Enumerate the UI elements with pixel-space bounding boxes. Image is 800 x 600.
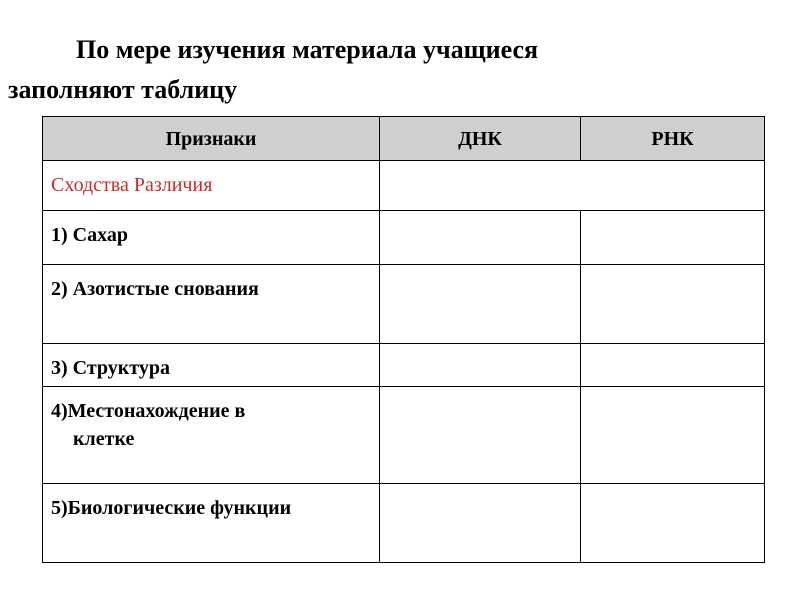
header-rna: РНК — [581, 117, 765, 161]
row-label-location — [43, 387, 380, 484]
row-label-location-line1: 4)Местонахождение в — [51, 400, 246, 422]
title-line-1: По мере изучения материала учащиеся — [76, 35, 539, 64]
cell-dna-sugar[interactable] — [380, 211, 581, 265]
comparison-table — [42, 116, 765, 563]
title-line-2: заполняют таблицу — [8, 75, 238, 104]
cell-dna-functions[interactable] — [380, 484, 581, 563]
table-subheader-row — [43, 161, 765, 211]
cell-dna-location[interactable] — [380, 387, 581, 484]
table-row — [43, 211, 765, 265]
cell-rna-sugar[interactable] — [581, 211, 765, 265]
table-row — [43, 387, 765, 484]
header-dna: ДНК — [380, 117, 581, 161]
cell-rna-structure[interactable] — [581, 344, 765, 387]
row-label-structure: 3) Структура — [43, 344, 380, 387]
cell-rna-bases[interactable] — [581, 265, 765, 344]
header-features: Признаки — [43, 117, 380, 161]
table-header-row — [43, 117, 765, 161]
row-label-location-line2: клетке — [73, 428, 135, 450]
cell-rna-location[interactable] — [581, 387, 765, 484]
table-row — [43, 484, 765, 563]
table-row — [43, 265, 765, 344]
page-title — [8, 30, 788, 110]
subheader-similarities-differences: Сходства Различия — [43, 161, 380, 211]
cell-rna-functions[interactable] — [581, 484, 765, 563]
row-label-functions: 5)Биологические функции — [43, 484, 380, 563]
row-label-sugar: 1) Сахар — [43, 211, 380, 265]
row-label-bases: 2) Азотистые снования — [43, 265, 380, 344]
table-row — [43, 344, 765, 387]
cell-dna-bases[interactable] — [380, 265, 581, 344]
subheader-empty-cell[interactable] — [380, 161, 765, 211]
cell-dna-structure[interactable] — [380, 344, 581, 387]
